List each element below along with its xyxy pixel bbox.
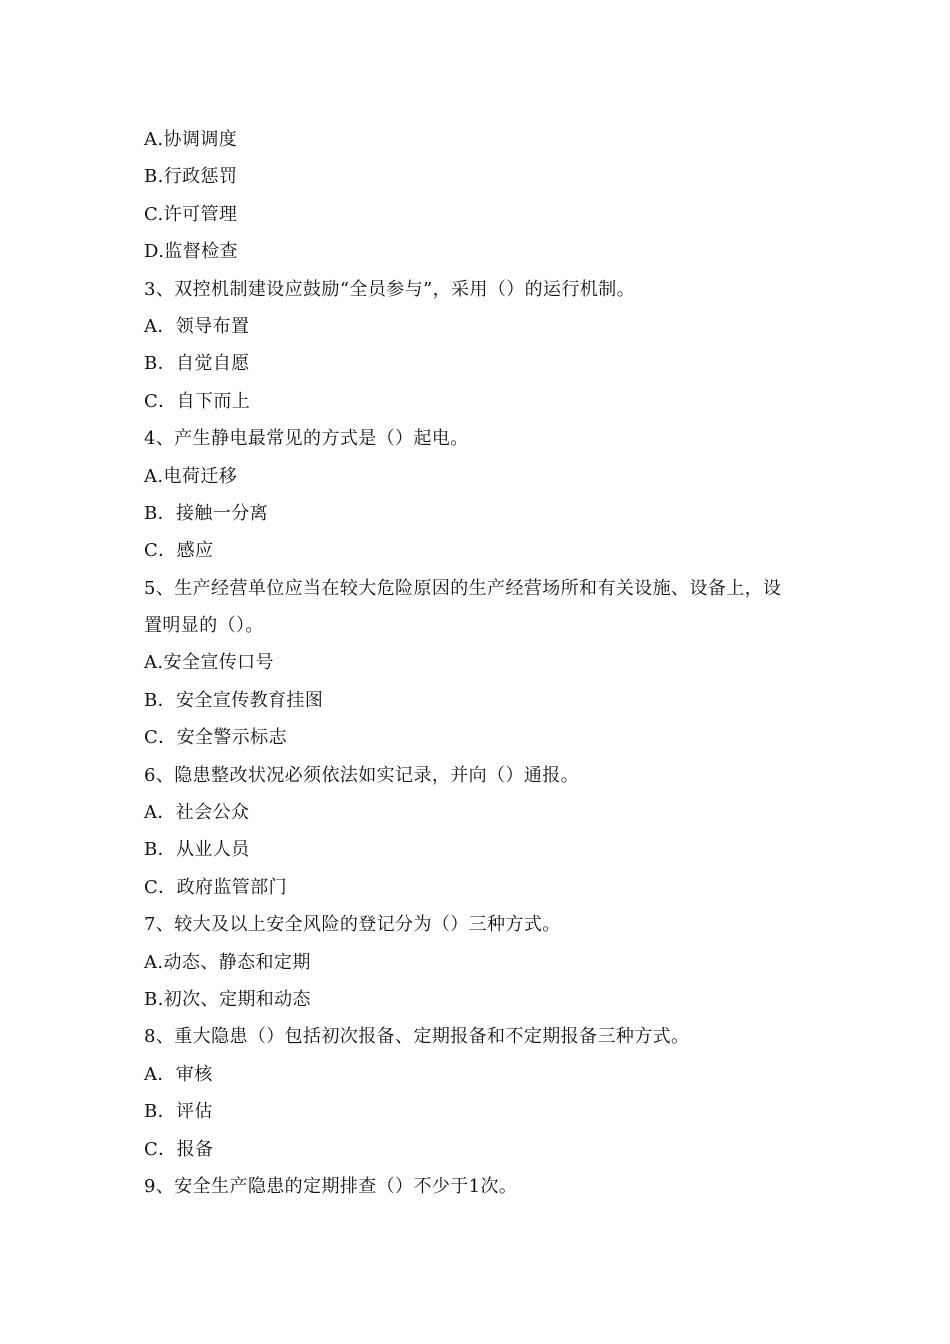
option-d-line: D.监督检查 — [144, 241, 238, 263]
question-3-option-b: B．自觉自愿 — [144, 353, 250, 375]
option-b-line: B.行政惩罚 — [144, 166, 238, 188]
option-a-line: A.协调调度 — [144, 129, 238, 150]
question-5-line-1: 5、生产经营单位应当在较大危险原因的生产经营场所和有关设施、设备上，设 — [144, 577, 782, 599]
question-5-line-2: 置明显的（）。 — [144, 615, 264, 637]
question-6-option-a: A．社会公众 — [144, 802, 250, 824]
question-4-option-a: A.电荷迁移 — [144, 465, 238, 487]
question-3-option-c: C．自下而上 — [144, 390, 251, 412]
question-3: 3、双控机制建设应鼓励“全员参与”，采用（）的运行机制。 — [144, 278, 636, 300]
question-7: 7、较大及以上安全风险的登记分为（）三种方式。 — [144, 914, 561, 936]
option-c-line: C.许可管理 — [144, 203, 238, 225]
exam-text — [144, 121, 814, 1205]
question-5-option-c: C．安全警示标志 — [144, 727, 287, 749]
question-9: 9、安全生产隐患的定期排查（）不少于1次。 — [144, 1175, 518, 1197]
question-8-option-b: B．评估 — [144, 1101, 213, 1123]
question-6-option-b: B．从业人员 — [144, 839, 250, 861]
question-8: 8、重大隐患（）包括初次报备、定期报备和不定期报备三种方式。 — [144, 1026, 690, 1048]
question-7-option-b: B.初次、定期和动态 — [144, 988, 311, 1010]
question-4: 4、产生静电最常见的方式是（）起电。 — [144, 428, 469, 450]
question-8-option-a: A．审核 — [144, 1063, 213, 1085]
question-8-option-c: C．报备 — [144, 1138, 214, 1160]
question-7-option-a: A.动态、静态和定期 — [144, 951, 311, 973]
question-5-option-b: B．安全宣传教育挂图 — [144, 689, 324, 711]
question-5-option-a: A.安全宣传口号 — [144, 652, 274, 674]
question-3-option-a: A．领导布置 — [144, 315, 250, 337]
question-4-option-b: B．接触一分离 — [144, 502, 269, 524]
question-6: 6、隐患整改状况必须依法如实记录，并向（）通报。 — [144, 764, 580, 786]
question-4-option-c: C．感应 — [144, 540, 214, 562]
question-6-option-c: C．政府监管部门 — [144, 876, 287, 898]
